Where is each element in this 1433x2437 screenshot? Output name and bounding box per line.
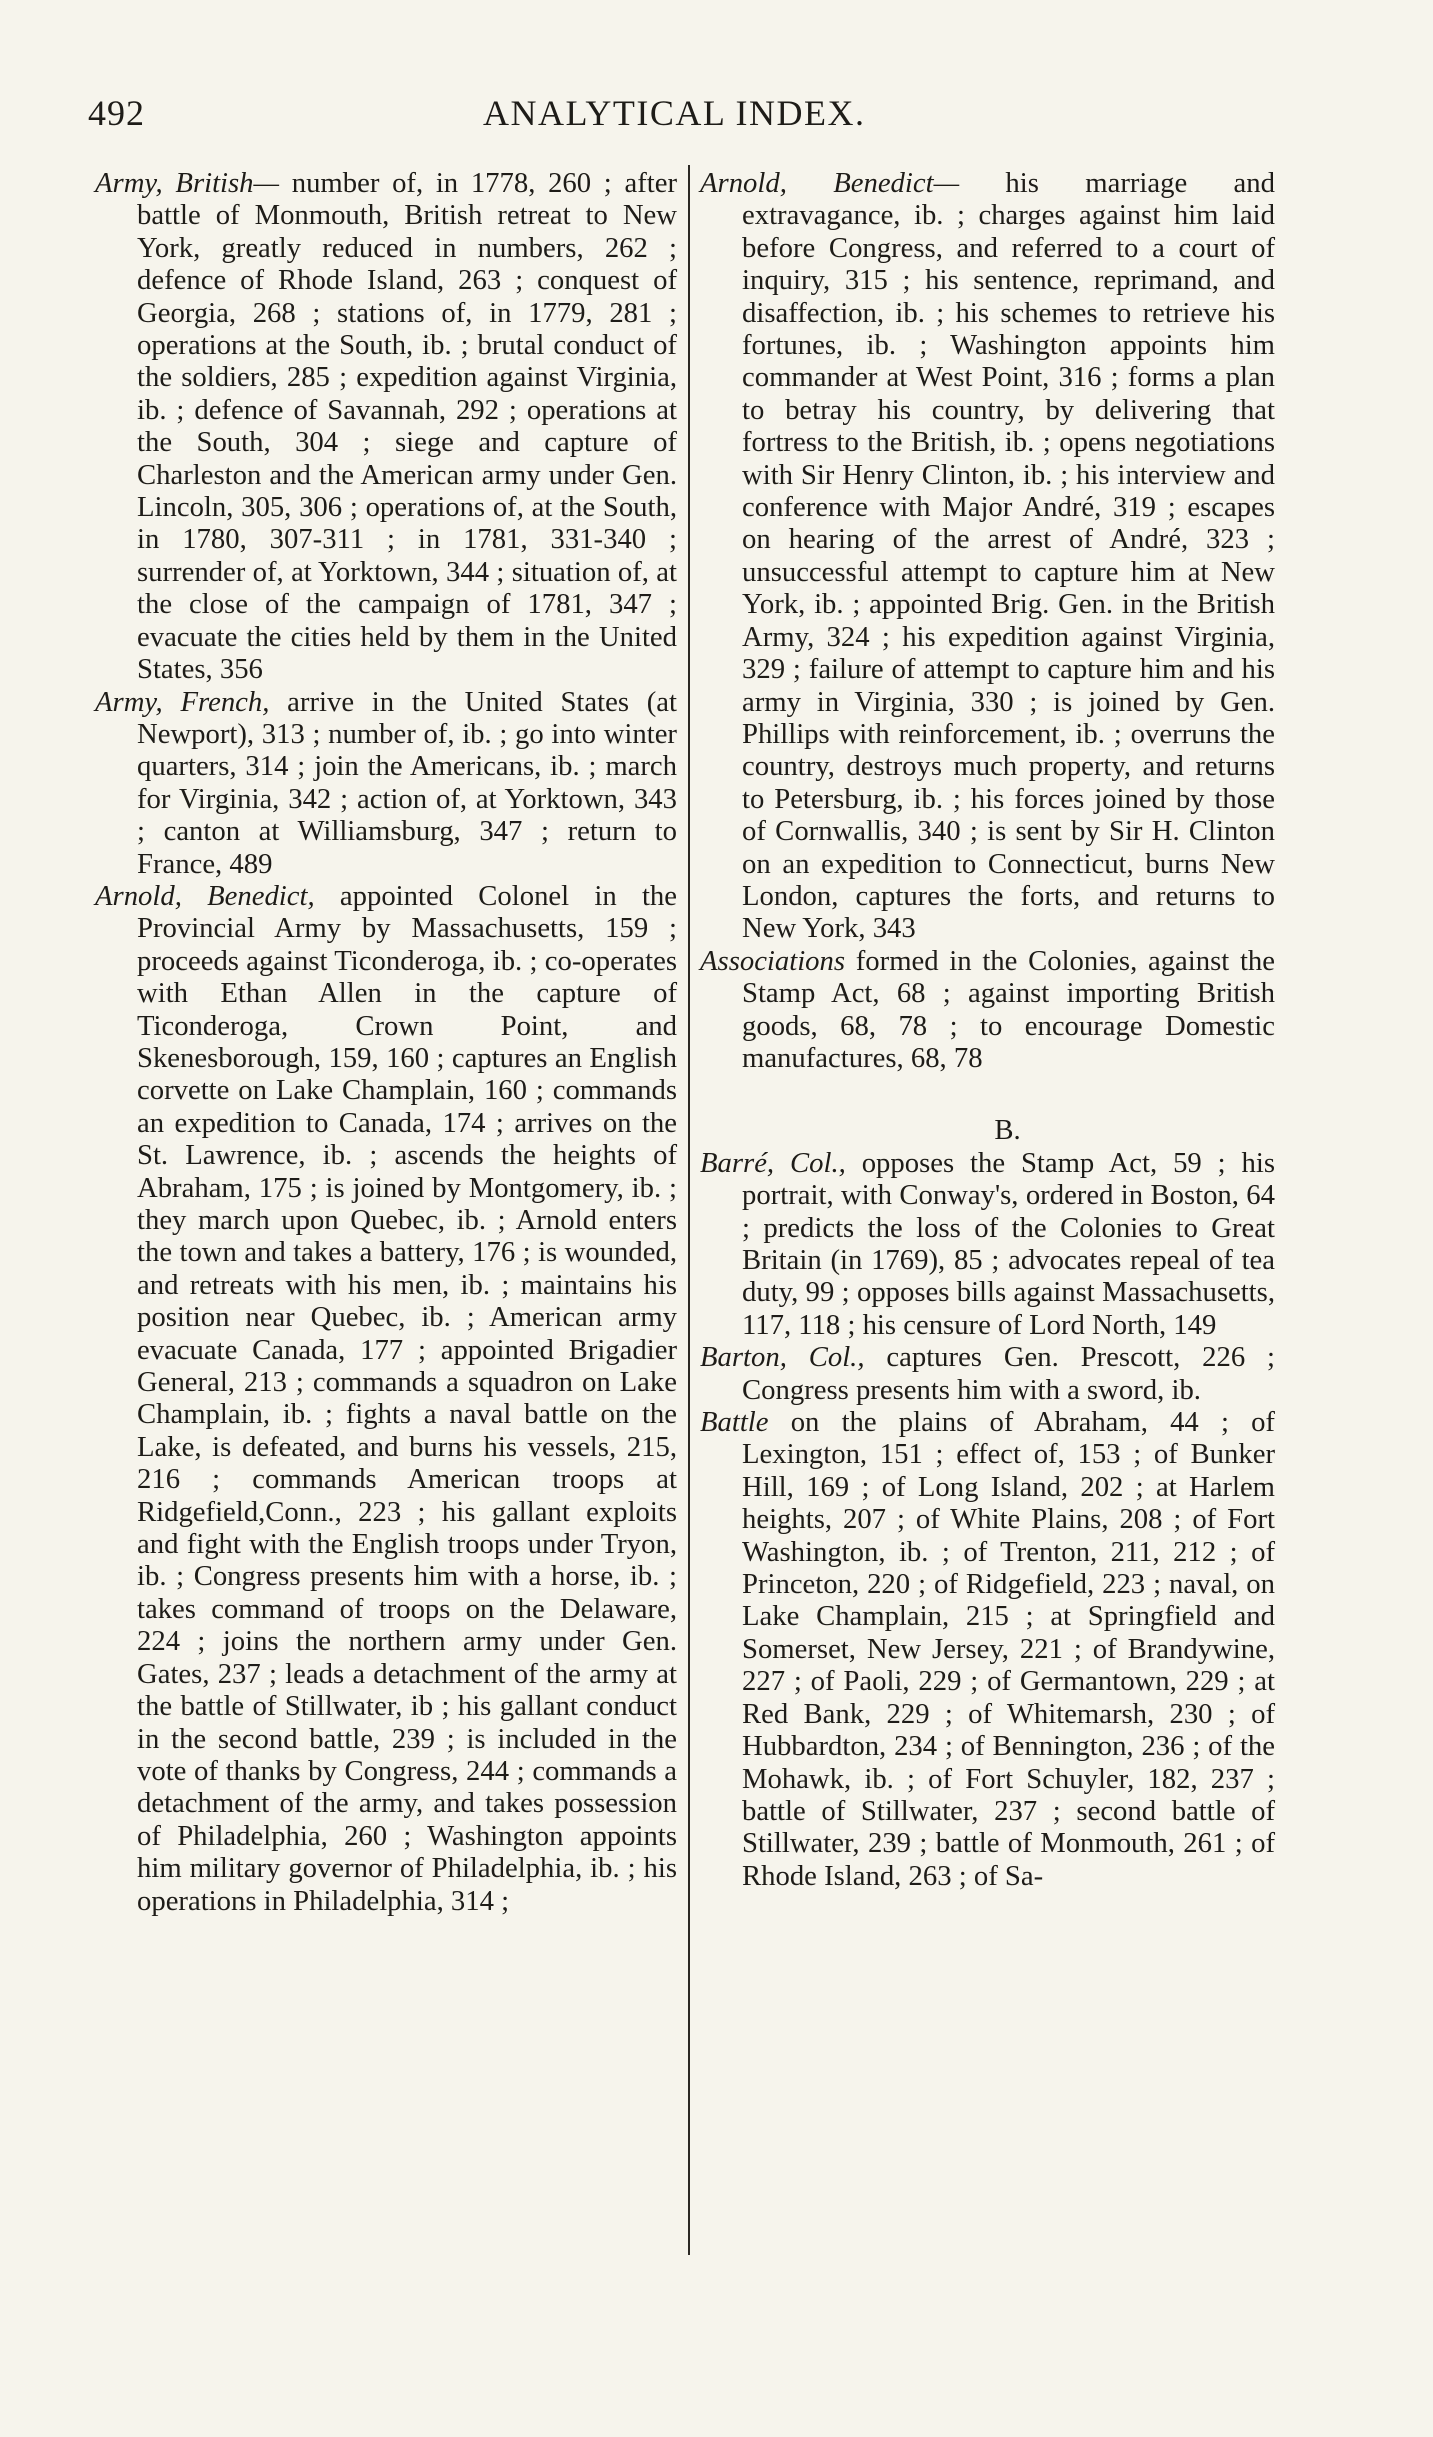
entry-text: appointed Colonel in the Provincial Army by Massachusetts, 159 ; proceeds against Ticonderoga, ib. ; co-operates with Ethan Allen in the capture of Ticonderoga, Crown Point, and Skenesborough, 159, 160 ; captures an English corvette on Lake Champlain, 160 ; commands an expedition to Canada, 174 ; arrives on the St. Lawrence, ib. ; ascends the heights of Abraham, 175 ; is joined by Montgomery, ib. ; they march upon Quebec, ib. ; Arnold enters the town and takes a battery, 176 ; is wounded, and retreats with his men, ib. ; maintains his position near Quebec, ib. ; American army evacuate Canada, 177 ; appointed Brigadier General, 213 ; commands a squadron on Lake Champlain, ib. ; fights a naval battle on the Lake, is defeated, and burns his vessels, 215, 216 ; commands American troops at Ridgefield,Conn., 223 ; his gallant exploits and fight with the English troops under Tryon, ib. ; Congress presents him with a horse, ib. ; takes command of troops on the Delaware, 224 ; joins the northern army under Gen. Gates, 237 ; leads a detachment of the army at the battle of Stillwater, ib ; his gallant conduct in the second battle, 239 ; is included in the vote of thanks by Congress, 244 ; commands a detachment of the army, and takes possession of Philadelphia, 260 ; Washington appoints him military governor of Philadelphia, ib. ; his operations in Philadelphia, 314 ; (137, 879, 677, 1917)
entry-heading: Battle (700, 1406, 769, 1439)
entry-heading: Arnold, Benedict, (95, 879, 315, 912)
index-entry-associations (700, 945, 1275, 1075)
entry-text: arrive in the United States (at Newport), 313 ; number of, ib. ; go into winter quarters, 314 ; join the Americans, ib. ; march for Virginia, 342 ; action of, at Yorktown, 343 ; canton at Williamsburg, 347 ; return to France, 489 (137, 685, 677, 880)
index-entry-army-french (95, 686, 677, 880)
page-number: 492 (88, 93, 145, 133)
index-entry-arnold-benedict (95, 880, 677, 1917)
index-entry-army-british (95, 167, 677, 686)
entry-heading: Army, British— (95, 167, 280, 199)
entry-text: captures Gen. Prescott, 226 ; Congress presents him with a sword, ib. (742, 1341, 1276, 1406)
entry-text: opposes the Stamp Act, 59 ; his portrait, with Conway's, ordered in Boston, 64 ; predicts the loss of the Colonies to Great Britain (in 1769), 85 ; advocates repeal of tea duty, 99 ; opposes bills against Massachusetts, 117, 118 ; his censure of Lord North, 149 (742, 1146, 1275, 1341)
section-letter: B. (994, 1114, 1021, 1147)
column-divider (688, 165, 690, 2255)
index-entry-barre (700, 1147, 1275, 1341)
entry-heading: Arnold, Benedict— (700, 167, 960, 199)
entry-heading: Army, French, (95, 685, 270, 718)
running-title: ANALYTICAL INDEX. (483, 93, 866, 133)
entry-text: formed in the Colonies, against the Stamp Act, 68 ; against importing British goods, 68, 78 ; to encourage Domestic manufactures, 68, 78 (742, 944, 1275, 1074)
left-column (95, 167, 677, 1917)
entry-text: number of, in 1778, 260 ; after battle of Monmouth, British retreat to New York, greatly reduced in numbers, 262 ; defence of Rhode Island, 263 ; conquest of Georgia, 268 ; stations of, in 1779, 281 ; operations at the South, ib. ; brutal conduct of the soldiers, 285 ; expedition against Virginia, ib. ; defence of Savannah, 292 ; operations at the South, 304 ; siege and capture of Charleston and the American army under Gen. Lincoln, 305, 306 ; operations of, at the South, in 1780, 307-311 ; in 1781, 331-340 ; surrender of, at Yorktown, 344 ; situation of, at the close of the campaign of 1781, 347 ; evacuate the cities held by them in the United States, 356 (137, 167, 678, 686)
entry-heading: Associations (700, 944, 846, 977)
entry-heading: Barré, Col., (700, 1146, 846, 1179)
entry-heading: Barton, Col., (700, 1341, 865, 1374)
index-entry-barton (700, 1341, 1275, 1406)
right-column (700, 167, 1275, 1892)
entry-text: on the plains of Abraham, 44 ; of Lexington, 151 ; effect of, 153 ; of Bunker Hill, 169 ; of Long Island, 202 ; at Harlem heights, 207 ; of White Plains, 208 ; of Fort Washington, ib. ; of Trenton, 211, 212 ; of Princeton, 220 ; of Ridgefield, 223 ; naval, on Lake Champlain, 215 ; at Springfield and Somerset, New Jersey, 221 ; of Brandywine, 227 ; of Paoli, 229 ; of Germantown, 229 ; at Red Bank, 229 ; of Whitemarsh, 230 ; of Hubbardton, 234 ; of Bennington, 236 ; of the Mohawk, ib. ; of Fort Schuyler, 182, 237 ; battle of Stillwater, 237 ; second battle of Stillwater, 239 ; battle of Monmouth, 261 ; of Rhode Island, 263 ; of Sa- (742, 1406, 1275, 1892)
entry-text: his marriage and extravagance, ib. ; charges against him laid before Congress, and referred to a court of inquiry, 315 ; his sentence, reprimand, and disaffection, ib. ; his schemes to retrieve his fortunes, ib. ; Washington appoints him commander at West Point, 316 ; forms a plan to betray his country, by delivering that fortress to the British, ib. ; opens negotiations with Sir Henry Clinton, ib. ; his interview and conference with Major André, 319 ; escapes on hearing of the arrest of André, 323 ; unsuccessful attempt to capture him at New York, ib. ; appointed Brig. Gen. in the British Army, 324 ; his expedition against Virginia, 329 ; failure of attempt to capture him and his army in Virginia, 330 ; is joined by Gen. Phillips with reinforcement, ib. ; overruns the country, destroys much property, and returns to Petersburg, ib. ; his forces joined by those of Cornwallis, 340 ; is sent by Sir H. Clinton on an expedition to Connecticut, burns New London, captures the forts, and returns to New York, 343 (742, 167, 1275, 945)
page-header (88, 92, 1338, 142)
index-entry-arnold-benedict-continued (700, 167, 1275, 945)
index-entry-battle (700, 1406, 1275, 1892)
